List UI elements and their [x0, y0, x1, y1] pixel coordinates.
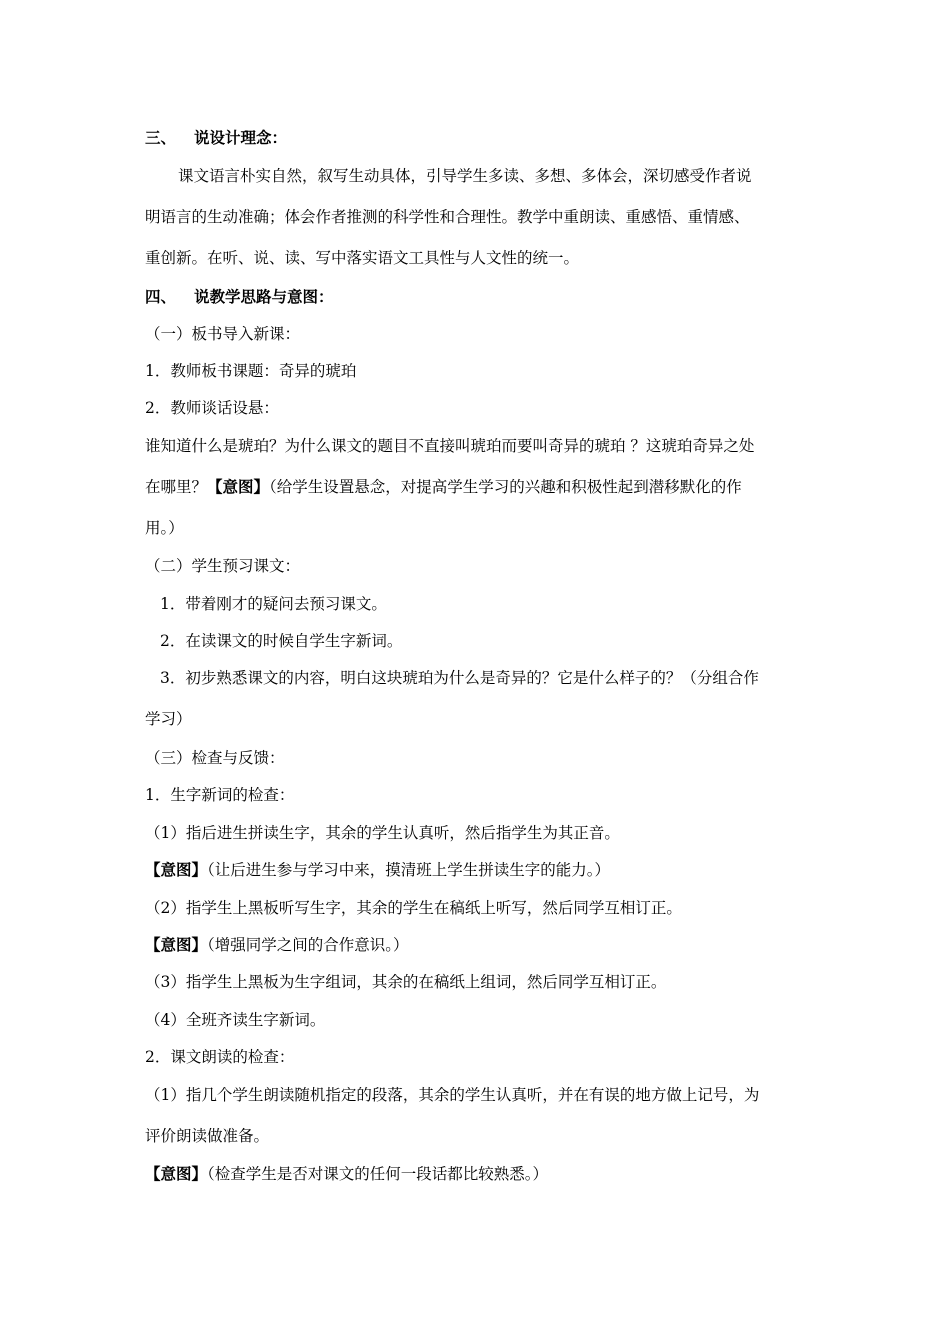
list-item: （3）指学生上黑板为生字组词，其余的在稿纸上组词，然后同学互相订正。	[145, 973, 667, 991]
list-item: 1．教师板书课题：奇异的琥珀	[145, 362, 357, 380]
list-item: 2．在读课文的时候自学生字新词。	[160, 632, 403, 650]
paragraph-line: 课文语言朴实自然，叙写生动具体，引导学生多读、多想、多体会，深切感受作者说	[178, 167, 752, 185]
section-3-title: 说设计理念：	[194, 128, 288, 147]
intent-note	[145, 935, 815, 955]
list-item: （4）全班齐读生字新词。	[145, 1011, 326, 1029]
section-3-heading	[145, 128, 815, 148]
section-4-heading	[145, 287, 815, 307]
section-4-title: 说教学思路与意图：	[194, 287, 334, 306]
intent-label: 【意图】	[145, 1164, 208, 1183]
section-3-number: 三、	[145, 128, 177, 147]
list-item: （1）指后进生拼读生字，其余的学生认真听，然后指学生为其正音。	[145, 824, 620, 842]
list-item: 1．生字新词的检查：	[145, 786, 295, 804]
text-run: （增强同学之间的合作意识。）	[207, 936, 409, 954]
list-item: 3．初步熟悉课文的内容，明白这块琥珀为什么是奇异的？它是什么样子的？（分组合作	[160, 669, 759, 687]
paragraph-line	[145, 477, 815, 497]
paragraph-line: 重创新。在听、说、读、写中落实语文工具性与人文性的统一。	[145, 249, 580, 267]
list-item: 1．带着刚才的疑问去预习课文。	[160, 595, 387, 613]
text-run: （给学生设置悬念，对提高学生学习的兴趣和积极性起到潜移默化的作	[269, 478, 742, 496]
paragraph-line: 用。）	[145, 519, 184, 537]
text-run: （检查学生是否对课文的任何一段话都比较熟悉。）	[207, 1165, 549, 1183]
subsection-heading: （三）检查与反馈：	[145, 749, 285, 767]
paragraph-line: 谁知道什么是琥珀？为什么课文的题目不直接叫琥珀而要叫奇异的琥珀 ？这琥珀奇异之处	[145, 437, 755, 455]
list-item-continuation: 评价朗读做准备。	[145, 1127, 270, 1145]
text-run: （让后进生参与学习中来，摸清班上学生拼读生字的能力。）	[207, 861, 611, 879]
list-item: 2．教师谈话设悬：	[145, 399, 279, 417]
list-item: （2）指学生上黑板听写生字，其余的学生在稿纸上听写，然后同学互相订正。	[145, 899, 682, 917]
subsection-heading: （二）学生预习课文：	[145, 557, 301, 575]
section-4-number: 四、	[145, 287, 177, 306]
list-item-continuation: 学习）	[145, 710, 192, 728]
list-item: 2．课文朗读的检查：	[145, 1048, 295, 1066]
intent-label: 【意图】	[145, 935, 208, 954]
list-item: （1）指几个学生朗读随机指定的段落，其余的学生认真听，并在有误的地方做上记号，为	[145, 1086, 760, 1104]
text-run: 在哪里？	[145, 478, 208, 496]
intent-label: 【意图】	[207, 477, 270, 496]
intent-note	[145, 1164, 815, 1184]
intent-note	[145, 860, 815, 880]
paragraph-line: 明语言的生动准确；体会作者推测的科学性和合理性。教学中重朗读、重感悟、重情感、	[145, 208, 750, 226]
intent-label: 【意图】	[145, 860, 208, 879]
subsection-heading: （一）板书导入新课：	[145, 325, 301, 343]
